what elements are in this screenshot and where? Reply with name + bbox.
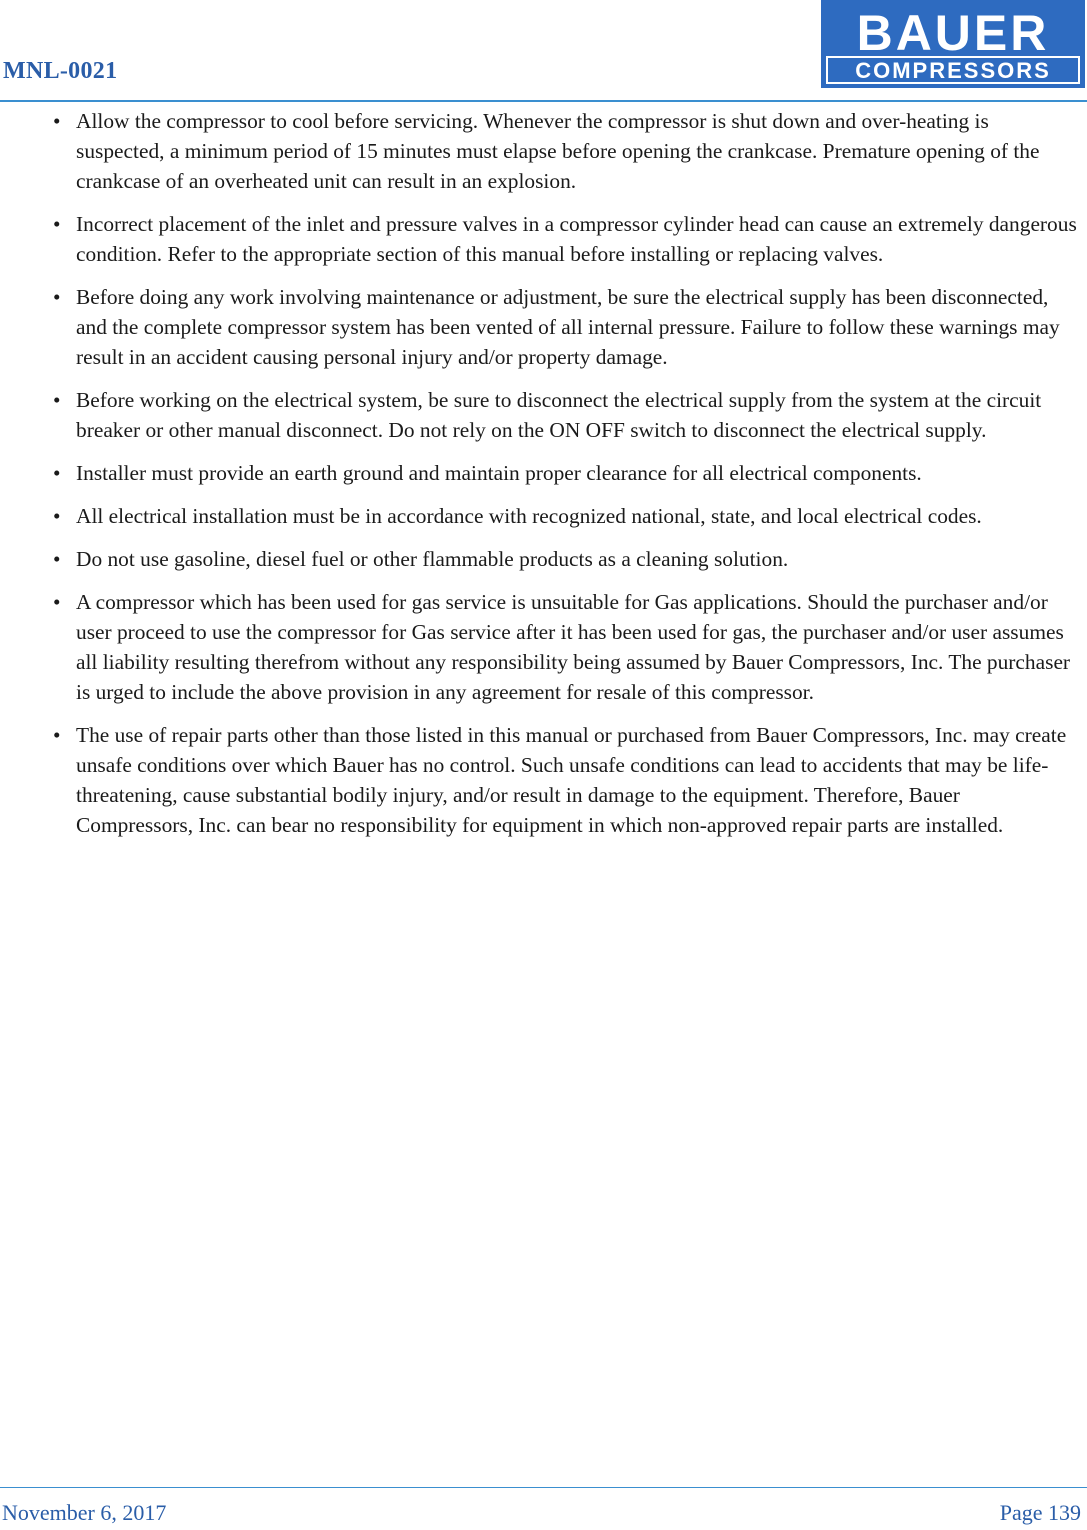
bullet-dot: • <box>53 504 61 528</box>
bullet-dot: • <box>53 461 61 485</box>
bullet-item <box>52 587 1082 707</box>
bullet-dot: • <box>53 590 61 614</box>
bullet-item <box>52 209 1082 269</box>
bullet-dot: • <box>53 212 61 236</box>
footer-rule <box>0 1487 1087 1488</box>
logo-bauer-text: BAUER <box>856 5 1050 61</box>
bauer-compressors-logo <box>821 0 1085 88</box>
bullet-dot: • <box>53 109 61 133</box>
bullet-item <box>52 106 1082 196</box>
bullet-text: A compressor which has been used for gas service is unsuitable for Gas applications. Should the purchaser and/or user proceed to use the compressor for Gas service after it has been used for gas, the purchaser and/or user assumes all liability resulting therefrom without any responsibility being assumed by Bauer Compressors, Inc. The purchaser is urged to include the above provision in any agreement for resale of this compressor. <box>76 590 1071 704</box>
bullet-text: Allow the compressor to cool before servicing. Whenever the compressor is shut down and over-heating is suspected, a minimum period of 15 minutes must elapse before opening the crankcase. Premature opening of the crankcase of an overheated unit can result in an explosion. <box>76 109 1040 193</box>
bullet-text: Installer must provide an earth ground and maintain proper clearance for all electrical components. <box>76 461 922 485</box>
bullet-item <box>52 720 1082 840</box>
bullet-item <box>52 385 1082 445</box>
logo-compressors-text: COMPRESSORS <box>855 58 1051 83</box>
bullet-item <box>52 282 1082 372</box>
bullet-dot: • <box>53 388 61 412</box>
bullet-dot: • <box>53 723 61 747</box>
bullet-item <box>52 501 1082 531</box>
bullet-text: Before working on the electrical system, be sure to disconnect the electrical supply from the system at the circuit breaker or other manual disconnect. Do not rely on the ON OFF switch to disconnect the electrical supply. <box>76 388 1042 442</box>
document-id: MNL-0021 <box>3 58 118 84</box>
footer-date: November 6, 2017 <box>2 1500 167 1525</box>
bullet-dot: • <box>53 547 61 571</box>
page-number: Page 139 <box>999 1500 1081 1525</box>
bullet-text: Do not use gasoline, diesel fuel or other flammable products as a cleaning solution. <box>76 547 789 571</box>
bullet-text: The use of repair parts other than those listed in this manual or purchased from Bauer Compressors, Inc. may create unsafe conditions over which Bauer has no control. Such unsafe conditions can lead to accidents that may be life-threatening, cause substantial bodily injury, and/or result in damage to the equipment. Therefore, Bauer Compressors, Inc. can bear no responsibility for equipment in which non-approved repair parts are installed. <box>76 723 1067 837</box>
safety-bullet-list <box>52 106 1082 853</box>
bullet-text: Incorrect placement of the inlet and pressure valves in a compressor cylinder head can cause an extremely dangerous condition. Refer to the appropriate section of this manual before installing or replacing valves. <box>76 212 1077 266</box>
bullet-text: Before doing any work involving maintenance or adjustment, be sure the electrical supply has been disconnected, and the complete compressor system has been vented of all internal pressure. Failure to follow these warnings may result in an accident causing personal injury and/or property damage. <box>76 285 1060 369</box>
bullet-text: All electrical installation must be in accordance with recognized national, state, and local electrical codes. <box>76 504 982 528</box>
header-rule <box>0 100 1087 102</box>
bullet-item <box>52 458 1082 488</box>
bullet-dot: • <box>53 285 61 309</box>
bullet-item <box>52 544 1082 574</box>
